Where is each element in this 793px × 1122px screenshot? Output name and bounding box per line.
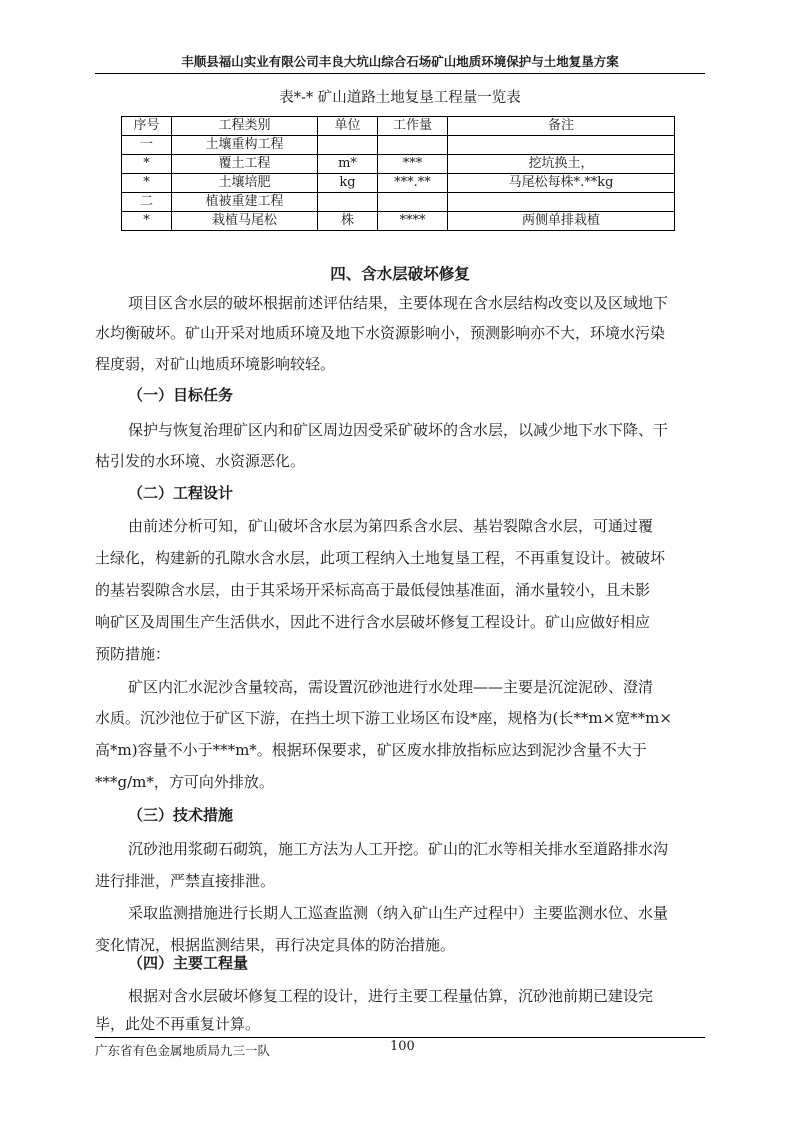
paragraph-line: 水均衡破坏。矿山开采对地质环境及地下水资源影响小，预测影响亦不大，环境水污染 (95, 324, 666, 342)
paragraph-line: 根据对含水层破坏修复工程的设计，进行主要工程量估算，沉砂池前期已建设完 (128, 987, 654, 1005)
table-row (122, 174, 675, 193)
paragraph-line: 保护与恢复治理矿区内和矿区周边因受采矿破坏的含水层，以减少地下水下降、干 (128, 421, 669, 439)
table-row (122, 155, 675, 174)
paragraph-line: 沉砂池用浆砌石砌筑，施工方法为人工开挖。矿山的汇水等相关排水至道路排水沟 (128, 840, 669, 858)
table-cell: 土壤重构工程 (172, 136, 318, 155)
table-cell: m* (318, 155, 378, 174)
paragraph-line: 进行排泄，严禁直接排泄。 (95, 872, 276, 890)
col-header: 序号 (122, 117, 172, 136)
table-cell (448, 193, 675, 212)
paragraph-line: 毕，此处不再重复计算。 (95, 1015, 261, 1033)
paragraph-line: 响矿区及周围生产生活供水，因此不进行含水层破坏修复工程设计。矿山应做好相应 (95, 613, 651, 631)
table-cell (318, 136, 378, 155)
paragraph-line: 土绿化，构建新的孔隙水含水层，此项工程纳入土地复垦工程，不再重复设计。被破坏 (95, 549, 666, 567)
table-row (122, 212, 675, 231)
table-cell: 株 (318, 212, 378, 231)
paragraph-line: 的基岩裂隙含水层，由于其采场开采标高高于最低侵蚀基准面，涌水量较小，且未影 (95, 581, 651, 599)
table-caption: 表*-* 矿山道路土地复垦工程量一览表 (279, 90, 521, 106)
header-rule (95, 73, 705, 74)
table-cell (378, 193, 448, 212)
table-cell: 挖坑换土， (448, 155, 675, 174)
subsection-heading: （一）目标任务 (128, 386, 234, 404)
table-cell: 一 (122, 136, 172, 155)
table-cell: 马尾松每株*.**kg (448, 174, 675, 193)
table-cell: 二 (122, 193, 172, 212)
col-header: 单位 (318, 117, 378, 136)
table-cell: 栽植马尾松 (172, 212, 318, 231)
section-title: 四、含水层破坏修复 (330, 265, 470, 283)
table-row (122, 136, 675, 155)
table-cell (448, 136, 675, 155)
subsection-heading: （三）技术措施 (128, 806, 234, 824)
paragraph-line: 水质。沉沙池位于矿区下游，在挡土坝下游工业场区布设*座，规格为(长**m×宽**m× (95, 709, 672, 727)
table-header-row (122, 117, 675, 136)
table-cell (378, 136, 448, 155)
paragraph-line: 程度弱，对矿山地质环境影响较轻。 (95, 355, 336, 373)
table-cell: **** (378, 212, 448, 231)
table-cell: 覆土工程 (172, 155, 318, 174)
paragraph-line: 高*m)容量不小于***m*。根据环保要求，矿区废水排放指标应达到泥沙含量不大于 (95, 741, 647, 759)
col-header: 备注 (448, 117, 675, 136)
table-cell: * (122, 212, 172, 231)
table-cell: * (122, 174, 172, 193)
reclamation-table (121, 116, 675, 231)
paragraph-line: ***g/m*，方可向外排放。 (95, 773, 274, 791)
table-cell: kg (318, 174, 378, 193)
table-cell: 土壤培肥 (172, 174, 318, 193)
paragraph-line: 采取监测措施进行长期人工巡查监测（纳入矿山生产过程中）主要监测水位、水量 (128, 904, 669, 922)
subsection-heading: （四）主要工程量 (128, 954, 249, 972)
table-cell: *** (378, 155, 448, 174)
paragraph-line: 预防措施： (95, 645, 171, 663)
running-header: 丰顺县福山实业有限公司丰良大坑山综合石场矿山地质环境保护与土地复垦方案 (181, 54, 619, 69)
footer-rule (95, 1037, 705, 1038)
table-cell: 植被重建工程 (172, 193, 318, 212)
table-row (122, 193, 675, 212)
paragraph-line: 变化情况，根据监测结果，再行决定具体的防治措施。 (95, 936, 456, 954)
paragraph-line: 由前述分析可知，矿山破坏含水层为第四系含水层、基岩裂隙含水层，可通过覆 (128, 517, 654, 535)
table-cell: 两侧单排栽植 (448, 212, 675, 231)
paragraph-line: 矿区内汇水泥沙含量较高，需设置沉砂池进行水处理——主要是沉淀泥砂、澄清 (128, 678, 654, 696)
page-number: 100 (390, 1039, 415, 1054)
paragraph-line: 枯引发的水环境、水资源恶化。 (95, 452, 306, 470)
subsection-heading: （二）工程设计 (128, 484, 234, 502)
col-header: 工作量 (378, 117, 448, 136)
table-cell: * (122, 155, 172, 174)
paragraph-line: 项目区含水层的破坏根据前述评估结果，主要体现在含水层结构改变以及区域地下 (128, 294, 669, 312)
footer-organization: 广东省有色金属地质局九三一队 (95, 1043, 271, 1058)
table-cell: ***.** (378, 174, 448, 193)
col-header: 工程类别 (172, 117, 318, 136)
table-cell (318, 193, 378, 212)
